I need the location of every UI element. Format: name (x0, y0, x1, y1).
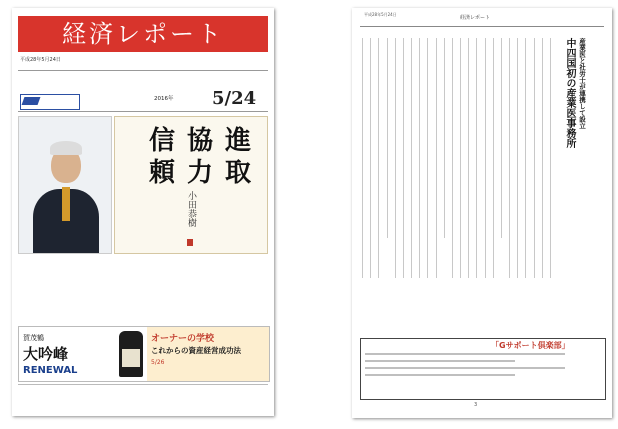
calligraphy-char: 力 (187, 158, 214, 188)
inner-page (352, 8, 612, 418)
cover-advertisement[interactable] (18, 326, 270, 382)
text-column-placeholder (501, 38, 502, 238)
calligraphy-panel (114, 116, 268, 254)
text-column-placeholder (362, 38, 363, 278)
club-ad-headline: 「Gサポート倶楽部」 (491, 341, 570, 350)
ad-text-placeholder (365, 353, 565, 355)
calligraphy-char: 協 (187, 126, 214, 156)
sponsor-logo (20, 94, 80, 110)
text-column-placeholder (403, 38, 404, 278)
page-number: 3 (474, 402, 478, 408)
sake-brand: 賀茂鶴 (23, 334, 44, 342)
divider (360, 26, 604, 27)
article-body (360, 38, 556, 278)
seminar-subtitle: これからの資産経営成功法 (151, 346, 241, 355)
text-column-placeholder (517, 38, 518, 278)
ad-text-placeholder (365, 360, 515, 362)
text-column-placeholder (427, 38, 428, 278)
text-column-placeholder (460, 38, 461, 278)
text-column-placeholder (395, 38, 396, 278)
text-column-placeholder (509, 38, 510, 278)
text-column-placeholder (378, 38, 379, 278)
ad-text-placeholder (365, 367, 565, 369)
bottle-label (122, 349, 140, 367)
text-column-placeholder (476, 38, 477, 278)
issue-line: 平成28年5月24日 (20, 57, 61, 63)
text-column-placeholder (542, 38, 543, 278)
seal-stamp (187, 239, 193, 246)
calligraphy-char: 頼 (149, 158, 176, 188)
text-column-placeholder (485, 38, 486, 278)
calligraphy-signature: 小田恭樹 (186, 191, 196, 227)
divider (18, 111, 268, 112)
text-column-placeholder (534, 38, 535, 278)
text-column-placeholder (436, 38, 437, 278)
calligraphy-char: 取 (225, 158, 252, 188)
portrait-tie (62, 187, 70, 221)
sake-ad (19, 327, 115, 381)
text-column-placeholder (411, 38, 412, 278)
article-headline: 中四国初の産業医事務所 (564, 38, 575, 148)
club-advertisement[interactable] (360, 338, 606, 400)
page-logo: 経済レポート (460, 15, 491, 21)
text-column-placeholder (468, 38, 469, 278)
calligraphy-char: 進 (225, 126, 252, 156)
seminar-date: 5/26 (151, 359, 165, 366)
portrait-photo (18, 116, 112, 254)
divider (18, 70, 268, 71)
text-column-placeholder (452, 38, 453, 278)
sake-tagline: RENEWAL (23, 365, 78, 376)
calligraphy-char: 信 (149, 126, 176, 156)
cover-footer (18, 384, 268, 399)
issue-date: 5/24 (212, 88, 257, 109)
seminar-ad (147, 327, 269, 381)
text-column-placeholder (525, 38, 526, 278)
masthead: 経済レポート (18, 16, 268, 52)
issue-year: 2016年 (154, 96, 174, 102)
ad-text-placeholder (365, 374, 515, 376)
text-column-placeholder (387, 38, 388, 238)
cover-page (12, 8, 274, 416)
sake-product: 大吟峰 (23, 345, 69, 363)
text-column-placeholder (370, 38, 371, 278)
text-column-placeholder (444, 38, 445, 238)
portrait-hair (50, 141, 82, 155)
text-column-placeholder (419, 38, 420, 278)
seminar-title: オーナーの学校 (151, 334, 215, 344)
text-column-placeholder (550, 38, 551, 278)
article-subheadline: 産業医と社労士が連携して設立 (578, 38, 586, 129)
page-date: 平成28年5月24日 (364, 12, 397, 17)
text-column-placeholder (493, 38, 494, 278)
sponsor-mark-icon (22, 97, 41, 105)
